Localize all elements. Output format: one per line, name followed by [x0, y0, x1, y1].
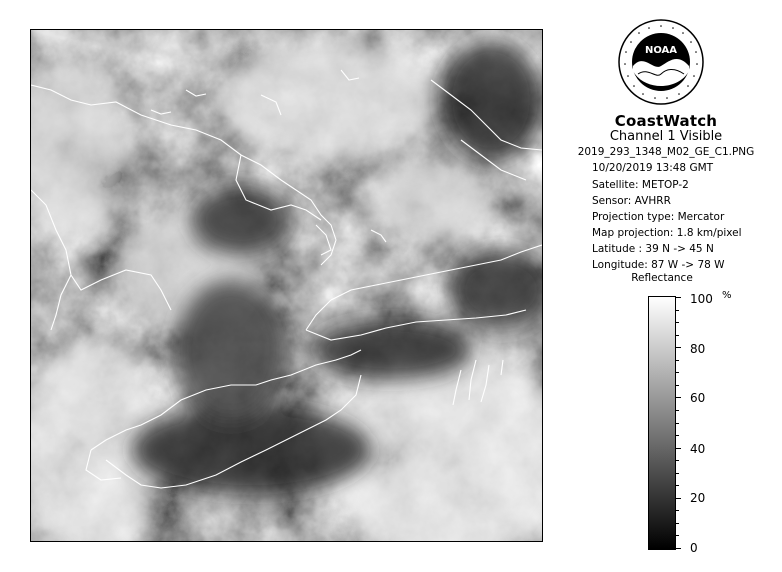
tick-label-40: 40 — [690, 442, 706, 456]
colorbar-minor-tick — [676, 473, 679, 474]
colorbar-minor-tick — [676, 510, 679, 511]
reflectance-colorbar — [648, 296, 676, 550]
noaa-logo-svg — [618, 19, 704, 105]
colorbar-minor-tick — [676, 322, 679, 323]
colorbar-label: Reflectance — [631, 272, 693, 284]
colorbar-major-tick — [676, 297, 681, 298]
longitude-text: Longitude: 87 W -> 78 W — [592, 259, 725, 271]
satellite-text: Satellite: METOP-2 — [592, 179, 689, 191]
colorbar-minor-tick — [676, 310, 679, 311]
tick-label-100: 100 — [690, 292, 713, 306]
latitude-text: Latitude : 39 N -> 45 N — [592, 243, 714, 255]
colorbar-major-tick — [676, 548, 681, 549]
colorbar-unit: % — [722, 290, 732, 301]
colorbar-minor-tick — [676, 435, 679, 436]
channel-subtitle: Channel 1 Visible — [609, 129, 723, 144]
tick-label-60: 60 — [690, 391, 706, 405]
satellite-image-svg — [31, 30, 542, 541]
datetime-text: 10/20/2019 13:48 GMT — [592, 162, 714, 174]
sensor-text: Sensor: AVHRR — [592, 195, 671, 207]
colorbar-major-tick — [676, 448, 681, 449]
tick-label-80: 80 — [690, 342, 706, 356]
tick-label-0: 0 — [690, 541, 698, 555]
colorbar-minor-tick — [676, 423, 679, 424]
map-projection-text: Map projection: 1.8 km/pixel — [592, 227, 742, 239]
tick-label-20: 20 — [690, 491, 706, 505]
noaa-logo — [618, 19, 704, 105]
product-title: CoastWatch — [614, 112, 718, 130]
colorbar-minor-tick — [676, 360, 679, 361]
colorbar-major-tick — [676, 397, 681, 398]
colorbar-minor-tick — [676, 460, 679, 461]
colorbar-major-tick — [676, 498, 681, 499]
colorbar-minor-tick — [676, 523, 679, 524]
colorbar-minor-tick — [676, 335, 679, 336]
noaa-logo-text: NOAA — [644, 45, 678, 56]
satellite-image — [30, 29, 543, 542]
projection-type-text: Projection type: Mercator — [592, 211, 725, 223]
colorbar-minor-tick — [676, 535, 679, 536]
image-filename: 2019_293_1348_M02_GE_C1.PNG — [577, 146, 755, 158]
colorbar-major-tick — [676, 347, 681, 348]
colorbar-minor-tick — [676, 372, 679, 373]
colorbar-minor-tick — [676, 385, 679, 386]
colorbar-minor-tick — [676, 485, 679, 486]
colorbar-minor-tick — [676, 410, 679, 411]
